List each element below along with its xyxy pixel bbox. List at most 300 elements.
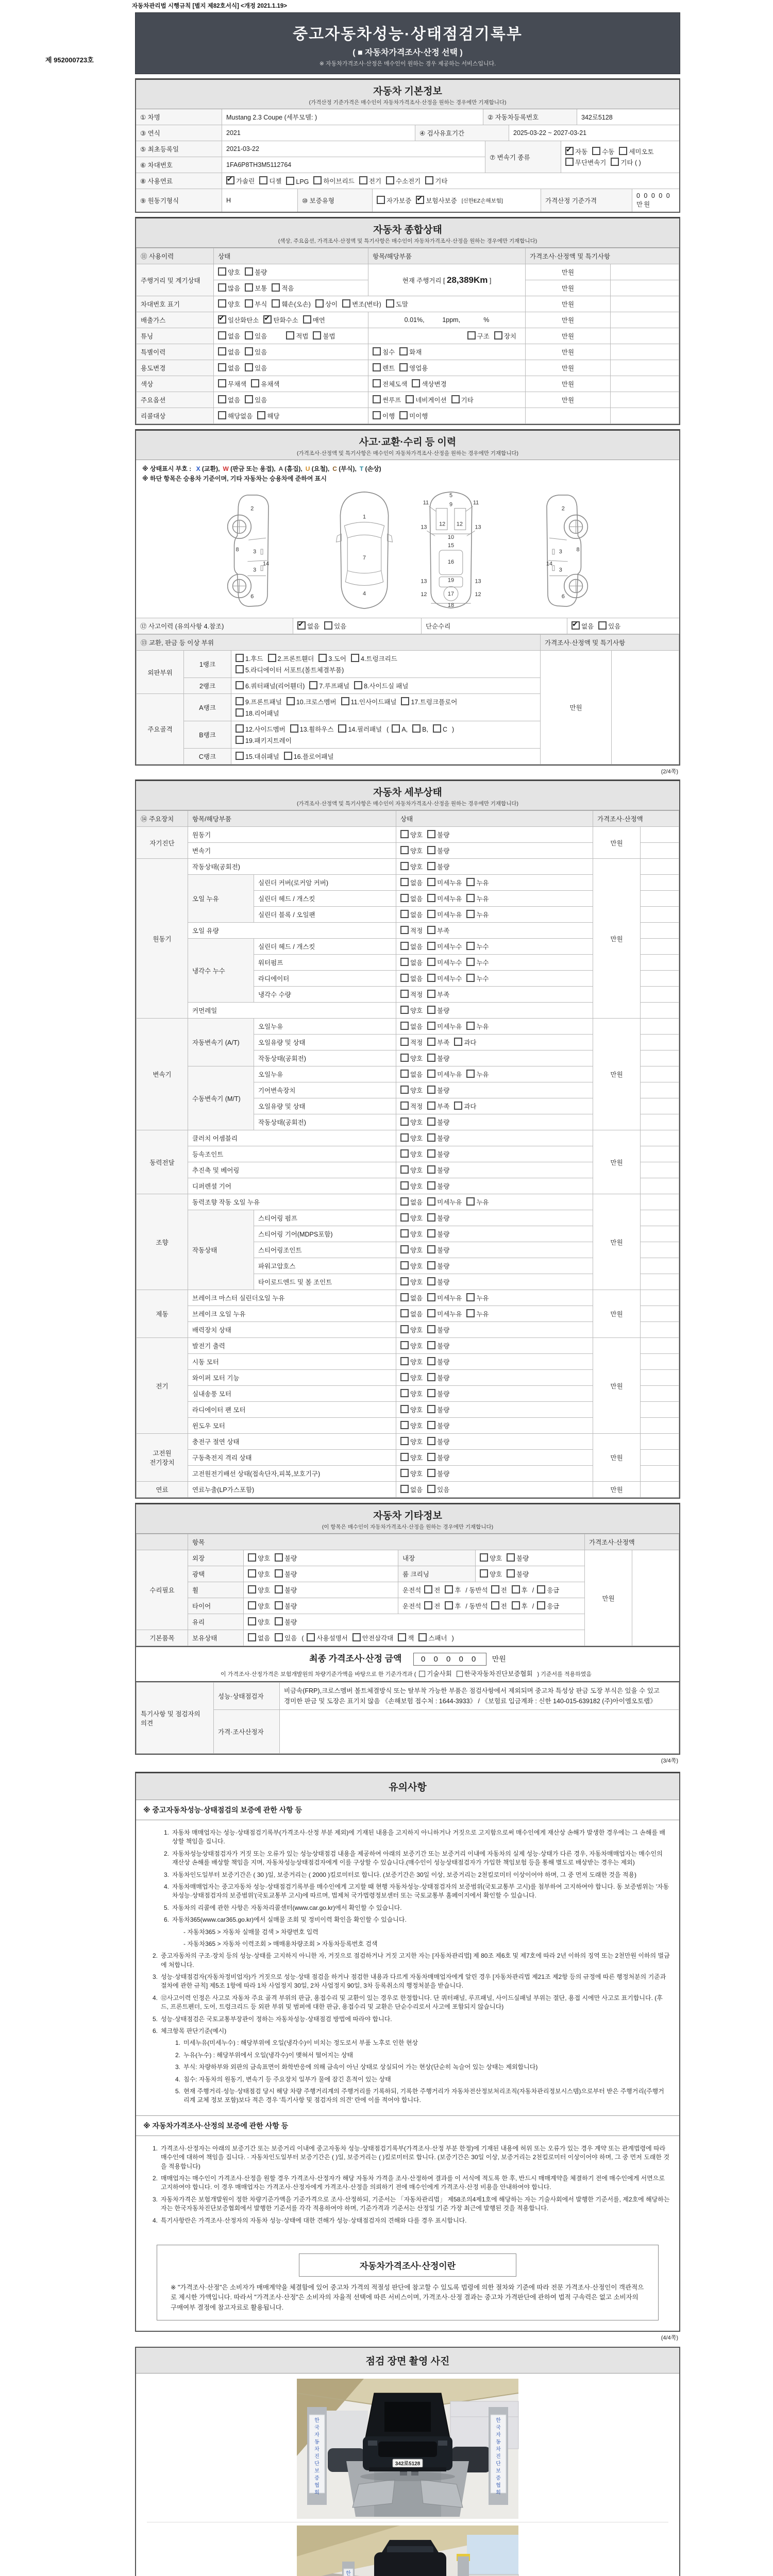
checkbox-없음[interactable] — [400, 942, 409, 950]
checkbox-불량[interactable] — [275, 1585, 283, 1594]
checkbox-불량[interactable] — [427, 1054, 435, 1062]
checkbox-불법[interactable] — [313, 331, 321, 340]
checkbox-없음[interactable] — [400, 958, 409, 966]
item-label: 고전원전기배선 상태(접속단자,피복,보호기구) — [188, 1466, 396, 1482]
checkbox-양호[interactable] — [400, 1421, 409, 1429]
checkbox-label: 불량 — [437, 1279, 450, 1286]
checkbox-3.도어[interactable] — [318, 654, 327, 662]
checkbox-일산화탄소[interactable] — [218, 315, 226, 324]
checkbox-불량[interactable] — [427, 1357, 435, 1365]
checkbox-양호[interactable] — [400, 1229, 409, 1238]
checkbox-미세누유[interactable] — [427, 1309, 435, 1317]
checkbox-불량[interactable] — [427, 1006, 435, 1014]
checkbox-7.루프패널[interactable] — [309, 681, 317, 689]
checkbox-적정[interactable] — [400, 926, 409, 934]
checkbox-불량[interactable] — [427, 1469, 435, 1477]
checkbox-해당없음[interactable] — [218, 411, 226, 419]
checkbox-양호[interactable] — [218, 267, 226, 276]
option — [427, 974, 462, 983]
checkbox-부족[interactable] — [427, 990, 435, 998]
checkbox-과다[interactable] — [454, 1101, 462, 1110]
checkbox-미세누수[interactable] — [427, 942, 435, 950]
checkbox-1.후드[interactable] — [236, 654, 244, 662]
overall-h4: 가격조사·산정액 및 특기사항 — [526, 248, 679, 264]
checkbox-미세누유[interactable] — [427, 894, 435, 902]
checkbox-미세누유[interactable] — [427, 1197, 435, 1206]
checkbox-유채색[interactable] — [251, 379, 259, 387]
memo-cell — [641, 1482, 679, 1498]
checkbox-불량[interactable] — [275, 1569, 283, 1578]
checkbox-적정[interactable] — [400, 990, 409, 998]
checkbox-없음[interactable] — [297, 621, 306, 630]
svg-text:9: 9 — [449, 501, 453, 508]
state-options — [396, 1162, 593, 1178]
checkbox-없음[interactable] — [400, 910, 409, 918]
checkbox-안전삼각대[interactable] — [352, 1633, 361, 1641]
checkbox-이행[interactable] — [373, 411, 381, 419]
checkbox-부족[interactable] — [427, 926, 435, 934]
option — [401, 697, 457, 706]
device-label: 자기진단 — [137, 827, 188, 859]
checkbox-label: 하이브리드 — [323, 178, 355, 185]
checkbox-세미오토[interactable] — [619, 147, 627, 155]
checkbox-양호[interactable] — [400, 1181, 409, 1190]
checkbox-label: 스패너 — [428, 1635, 447, 1642]
checkbox-4.트렁크리드[interactable] — [351, 654, 359, 662]
checkbox-label: 6.쿼터패널(리어휀더) — [245, 683, 305, 690]
checkbox-불량[interactable] — [427, 1086, 435, 1094]
checkbox-미세누유[interactable] — [427, 878, 435, 886]
checkbox-양호[interactable] — [248, 1601, 256, 1609]
svg-text:10: 10 — [447, 534, 455, 541]
checkbox-있음[interactable] — [275, 1633, 283, 1641]
state-options — [396, 1146, 593, 1162]
year-value: 2021 — [222, 125, 415, 141]
checkbox-LPG[interactable] — [286, 177, 294, 185]
usage-state — [214, 360, 368, 376]
checkbox-불량[interactable] — [275, 1617, 283, 1625]
checkbox-응급[interactable] — [537, 1585, 545, 1594]
svg-text:3: 3 — [559, 548, 562, 555]
option — [400, 1197, 423, 1207]
checkbox-부족[interactable] — [427, 1101, 435, 1110]
checkbox-전[interactable] — [424, 1601, 432, 1609]
checkbox-없음[interactable] — [400, 1070, 409, 1078]
checkbox-6.쿼터패널(리어휀더)[interactable] — [236, 681, 244, 689]
memo-cell — [641, 843, 679, 859]
checkbox-양호[interactable] — [400, 830, 409, 838]
checkbox-불량[interactable] — [427, 1245, 435, 1253]
checkbox-기타 ( )[interactable] — [611, 158, 619, 166]
checkbox-도말[interactable] — [386, 299, 394, 308]
checkbox-양호[interactable] — [480, 1569, 488, 1578]
checkbox-양호[interactable] — [248, 1617, 256, 1625]
checkbox-자동[interactable] — [565, 147, 574, 155]
checkbox-불량[interactable] — [427, 1453, 435, 1461]
checkbox-하이브리드[interactable] — [313, 176, 322, 184]
checkbox-불량[interactable] — [427, 1117, 435, 1126]
checkbox-탄화수소[interactable] — [263, 315, 272, 324]
checkbox-없음[interactable] — [400, 894, 409, 902]
checkbox-label: 응급 — [547, 1603, 560, 1610]
memo-cell — [641, 1003, 679, 1019]
checkbox-양호[interactable] — [400, 1054, 409, 1062]
checkbox-있음[interactable] — [245, 395, 253, 403]
svg-text:19: 19 — [447, 577, 455, 584]
checkbox-C[interactable] — [433, 724, 441, 733]
checkbox-해당[interactable] — [257, 411, 265, 419]
device-label: 고전원 전기장치 — [137, 1434, 188, 1482]
checkbox-잭[interactable] — [398, 1633, 406, 1641]
option — [427, 942, 462, 951]
final-price-row — [135, 1647, 680, 1682]
option — [427, 1070, 462, 1079]
checkbox-15.대쉬패널[interactable] — [236, 752, 244, 760]
checkbox-없음[interactable] — [248, 1633, 256, 1641]
checkbox-label: 3.도어 — [328, 655, 346, 663]
checkbox-불량[interactable] — [427, 1133, 435, 1142]
checkbox-16.플로어패널[interactable] — [284, 752, 292, 760]
checkbox-있음[interactable] — [245, 331, 253, 340]
checkbox-후[interactable] — [512, 1601, 520, 1609]
checkbox-양호[interactable] — [400, 1341, 409, 1349]
checkbox-전체도색[interactable] — [373, 379, 381, 387]
checkbox-18.리어패널[interactable] — [236, 708, 244, 717]
option — [427, 1133, 449, 1143]
checkbox-label: 불량 — [437, 1135, 450, 1142]
checkbox-양호[interactable] — [218, 299, 226, 308]
option — [400, 878, 423, 887]
checkbox-label: B, — [422, 726, 428, 733]
option — [491, 1601, 507, 1611]
checkbox-12.사이드멤버[interactable] — [236, 724, 244, 733]
checkbox-미세누수[interactable] — [427, 958, 435, 966]
checkbox-5.라디에이터 서포트(볼트체결부품)[interactable] — [236, 665, 244, 673]
checkbox-수소전기[interactable] — [386, 176, 394, 184]
option — [427, 1038, 449, 1047]
checkbox-양호[interactable] — [400, 1261, 409, 1269]
notice-item: 5. 현재 주행거리·성능·상태점검 당시 해당 차량 주행거리계의 주행거리를 기록하되, 기록한 주행거리가 자동차전산정보처리조직(자동차관리정보시스템)으로부터 받은 주행거리(주행거리계 교체 정보 포함)보다 적은 경우 '특기사항 및 점검자의 의견' 란에 이를 적어야 합니다. — [175, 2087, 664, 2104]
checkbox-label: 있음 — [608, 623, 621, 630]
special-state — [214, 344, 368, 360]
tire-detail — [398, 1598, 585, 1614]
checkbox-스패너[interactable] — [418, 1633, 427, 1641]
checkbox-불량[interactable] — [245, 267, 253, 276]
checkbox-label: 양호 — [410, 1375, 423, 1382]
checkbox-기타[interactable] — [425, 176, 433, 184]
section-opinions — [135, 1682, 680, 1755]
checkbox-양호[interactable] — [248, 1569, 256, 1578]
checkbox-label: 없음 — [410, 895, 423, 903]
checkbox-있음[interactable] — [427, 1485, 435, 1493]
checkbox-있음[interactable] — [245, 363, 253, 371]
notice-item: 3. 자동차가격은 보험개발원이 정한 차량기준가액을 기준가격으로 조사·산정하되, 기준서는 「자동차관리법」 제58조의4제1호에 해당하는 자는 기술사회에서 발행한 기준서를, 제2호에 해당하는 자는 한국자동차진단보증협회에서 발행한 기준서를 각각 적용하여야 하며, 기준가격과 기준서는 산정일 기준 가장 최근에 발행된 것을 적용합니다. — [152, 2195, 670, 2212]
checkbox-전[interactable] — [424, 1585, 432, 1594]
checkbox-디젤[interactable] — [259, 176, 267, 184]
document-number: 제 952000723호 — [45, 56, 94, 64]
checkbox-양호[interactable] — [400, 1357, 409, 1365]
checkbox-양호[interactable] — [248, 1585, 256, 1594]
checkbox-전[interactable] — [491, 1601, 499, 1609]
car-diagram-side-left — [224, 489, 311, 612]
checkbox-양호[interactable] — [400, 1133, 409, 1142]
checkbox-기술사회[interactable] — [419, 1671, 425, 1677]
checkbox-13.휠하우스[interactable] — [290, 724, 298, 733]
checkbox-14.필러패널[interactable] — [338, 724, 346, 733]
memo-cell — [611, 392, 679, 408]
notice-item: - 자동차365 > 자동차 실매물 검색 > 차량번호 입력 — [183, 1928, 318, 1936]
checkbox-침수[interactable] — [373, 347, 381, 355]
checkbox-매연[interactable] — [303, 315, 311, 324]
checkbox-누수[interactable] — [466, 958, 475, 966]
checkbox-19.패키지트레이[interactable] — [236, 736, 244, 744]
checkbox-미세누유[interactable] — [427, 1293, 435, 1301]
checkbox-누유[interactable] — [466, 1070, 475, 1078]
checkbox-불량[interactable] — [427, 1389, 435, 1397]
item-label: 와이퍼 모터 기능 — [188, 1370, 396, 1386]
checkbox-미세누수[interactable] — [427, 974, 435, 982]
checkbox-무단변속기[interactable] — [565, 158, 574, 166]
checkbox-누수[interactable] — [466, 942, 475, 950]
checkbox-불량[interactable] — [507, 1553, 515, 1562]
checkbox-후[interactable] — [445, 1585, 453, 1594]
checkbox-미세누유[interactable] — [427, 1022, 435, 1030]
checkbox-2.프론트휀더[interactable] — [268, 654, 276, 662]
checkbox-label: C — [442, 726, 447, 733]
checkbox-없음[interactable] — [400, 974, 409, 982]
option — [400, 1054, 423, 1063]
checkbox-적음[interactable] — [272, 283, 280, 292]
checkbox-불량[interactable] — [427, 1181, 435, 1190]
checkbox-한국자동차진단보증협회[interactable] — [457, 1671, 463, 1677]
checkbox-렌트[interactable] — [373, 363, 381, 371]
checkbox-훼손(오손)[interactable] — [272, 299, 280, 308]
checkbox-부족[interactable] — [427, 1038, 435, 1046]
checkbox-적정[interactable] — [400, 1101, 409, 1110]
checkbox-양호[interactable] — [400, 1006, 409, 1014]
checkbox-label: 누유 — [476, 911, 489, 919]
checkbox-불량[interactable] — [427, 1341, 435, 1349]
notice-block-2 — [136, 2136, 679, 2235]
checkbox-불량[interactable] — [275, 1553, 283, 1562]
checkbox-없음[interactable] — [218, 347, 226, 355]
checkbox-전기[interactable] — [359, 176, 367, 184]
checkbox-label: 양호 — [410, 1343, 423, 1350]
checkbox-불량[interactable] — [427, 1277, 435, 1285]
checkbox-응급[interactable] — [537, 1601, 545, 1609]
item-label: 실린더 헤드 / 개스킷 — [254, 939, 396, 955]
checkbox-양호[interactable] — [400, 1149, 409, 1158]
checkbox-양호[interactable] — [400, 1117, 409, 1126]
checkbox-양호[interactable] — [400, 846, 409, 854]
checkbox-상이[interactable] — [315, 299, 324, 308]
checkbox-B,[interactable] — [412, 724, 421, 733]
checkbox-없음[interactable] — [400, 1485, 409, 1493]
checkbox-구조[interactable] — [467, 331, 476, 340]
option — [236, 724, 285, 734]
checkbox-변조(변타)[interactable] — [342, 299, 350, 308]
svg-text:16: 16 — [447, 558, 455, 565]
checkbox-없음[interactable] — [400, 1293, 409, 1301]
item-label: 동력조향 작동 오일 누유 — [188, 1194, 396, 1210]
checkbox-후[interactable] — [445, 1601, 453, 1609]
checkbox-누수[interactable] — [466, 974, 475, 982]
checkbox-불량[interactable] — [427, 1261, 435, 1269]
checkbox-후[interactable] — [512, 1585, 520, 1594]
checkbox-수동[interactable] — [592, 147, 600, 155]
notice-item: 6. 체크항목 판단기준(예시) — [152, 2027, 227, 2035]
checkbox-누유[interactable] — [466, 1197, 475, 1206]
checkbox-양호[interactable] — [480, 1553, 488, 1562]
checkbox-양호[interactable] — [400, 1469, 409, 1477]
checkbox-10.크로스멤버[interactable] — [287, 697, 295, 705]
checkbox-불량[interactable] — [427, 1373, 435, 1381]
checkbox-label: 침수 — [382, 349, 395, 356]
checkbox-label: 불량 — [437, 1087, 450, 1094]
accident-title: 사고·교환·수리 등 이력 — [359, 437, 457, 448]
checkbox-누유[interactable] — [466, 1022, 475, 1030]
checkbox-미이행[interactable] — [399, 411, 408, 419]
checkbox-양호[interactable] — [400, 1437, 409, 1445]
other-table — [136, 1534, 679, 1646]
option — [427, 1277, 449, 1286]
checkbox-누유[interactable] — [466, 910, 475, 918]
checkbox-많음[interactable] — [218, 283, 226, 292]
checkbox-없음[interactable] — [400, 1022, 409, 1030]
opinions-table — [136, 1682, 679, 1754]
checkbox-label: 없음 — [228, 333, 241, 340]
checkbox-기타[interactable] — [451, 395, 460, 403]
checkbox-없음[interactable] — [400, 878, 409, 886]
checkbox-불량[interactable] — [427, 1229, 435, 1238]
checkbox-불량[interactable] — [427, 846, 435, 854]
checkbox-불량[interactable] — [427, 1165, 435, 1174]
memo-cell — [641, 1130, 679, 1146]
checkbox-없음[interactable] — [400, 1197, 409, 1206]
checkbox-8.사이드실 패널[interactable] — [354, 681, 362, 689]
option — [400, 1006, 423, 1015]
checkbox-양호[interactable] — [248, 1553, 256, 1562]
checkbox-양호[interactable] — [400, 1453, 409, 1461]
checkbox-누유[interactable] — [466, 894, 475, 902]
checkbox-불량[interactable] — [427, 1437, 435, 1445]
memo-cell — [641, 1258, 679, 1274]
checkbox-장치[interactable] — [494, 331, 502, 340]
checkbox-보험사보증[interactable] — [416, 196, 424, 204]
checkbox-양호[interactable] — [400, 1165, 409, 1174]
checkbox-있음[interactable] — [245, 347, 253, 355]
checkbox-label: 불량 — [284, 1571, 297, 1578]
checkbox-부식[interactable] — [245, 299, 253, 308]
checkbox-영업용[interactable] — [399, 363, 408, 371]
option — [400, 990, 423, 999]
checkbox-네비게이션[interactable] — [406, 395, 414, 403]
checkbox-미세누유[interactable] — [427, 910, 435, 918]
checkbox-누유[interactable] — [466, 1309, 475, 1317]
checkbox-양호[interactable] — [400, 1373, 409, 1381]
checkbox-불량[interactable] — [275, 1601, 283, 1609]
option — [259, 176, 281, 185]
checkbox-과다[interactable] — [454, 1038, 462, 1046]
checkbox-17.트렁크플로어[interactable] — [401, 697, 409, 705]
checkbox-label: 있음 — [255, 365, 267, 372]
legend-codes — [193, 465, 381, 472]
checkbox-불량[interactable] — [427, 830, 435, 838]
checkbox-불량[interactable] — [427, 1213, 435, 1222]
checkbox-label: 기타 — [435, 178, 448, 185]
checkbox-불량[interactable] — [427, 1421, 435, 1429]
row-option — [137, 392, 679, 408]
checkbox-없음[interactable] — [572, 621, 580, 630]
checkbox-없음[interactable] — [218, 331, 226, 340]
checkbox-썬루프[interactable] — [373, 395, 381, 403]
checkbox-양호[interactable] — [400, 1245, 409, 1253]
price-cell: 만원 — [593, 827, 641, 859]
state-options — [396, 1322, 593, 1338]
checkbox-없음[interactable] — [218, 395, 226, 403]
option-label: 주요옵션 — [137, 392, 214, 408]
checkbox-양호[interactable] — [400, 1389, 409, 1397]
checkbox-11.인사이드패널[interactable] — [341, 697, 349, 705]
checkbox-9.프론트패널[interactable] — [236, 697, 244, 705]
checkbox-없음[interactable] — [400, 1309, 409, 1317]
checkbox-label: 응급 — [547, 1587, 560, 1594]
checkbox-적정[interactable] — [400, 1038, 409, 1046]
option — [272, 299, 311, 309]
checkbox-있음[interactable] — [324, 621, 332, 630]
simple-repair-label: 단순수리 — [422, 618, 567, 634]
checkbox-적법[interactable] — [286, 331, 294, 340]
svg-text:11: 11 — [473, 499, 479, 506]
checkbox-양호[interactable] — [400, 862, 409, 870]
checkbox-양호[interactable] — [400, 1325, 409, 1333]
checkbox-색상변경[interactable] — [412, 379, 420, 387]
checkbox-불량[interactable] — [427, 1405, 435, 1413]
checkbox-불량[interactable] — [427, 862, 435, 870]
checkbox-보통[interactable] — [245, 283, 253, 292]
checkbox-미세누유[interactable] — [427, 1070, 435, 1078]
memo-cell — [641, 1082, 679, 1098]
checkbox-있음[interactable] — [598, 621, 607, 630]
checkbox-양호[interactable] — [400, 1405, 409, 1413]
checkbox-없음[interactable] — [218, 363, 226, 371]
checkbox-누유[interactable] — [466, 1293, 475, 1301]
checkbox-누유[interactable] — [466, 878, 475, 886]
checkbox-label: 없음 — [410, 959, 423, 967]
checkbox-불량[interactable] — [427, 1149, 435, 1158]
checkbox-A,[interactable] — [392, 724, 400, 733]
checkbox-전[interactable] — [491, 1585, 499, 1594]
checkbox-양호[interactable] — [400, 1277, 409, 1285]
checkbox-사용설명서[interactable] — [307, 1633, 315, 1641]
checkbox-양호[interactable] — [400, 1213, 409, 1222]
checkbox-화재[interactable] — [399, 347, 408, 355]
option-text: ( — [301, 1635, 304, 1642]
checkbox-무채색[interactable] — [218, 379, 226, 387]
checkbox-label: 미세누유 — [437, 1295, 462, 1302]
row-year — [136, 125, 679, 141]
checkbox-양호[interactable] — [400, 1086, 409, 1094]
checkbox-가솔린[interactable] — [226, 176, 234, 184]
checkbox-자가보증[interactable] — [377, 196, 385, 204]
checkbox-불량[interactable] — [507, 1569, 515, 1578]
checkbox-label: 불량 — [516, 1555, 529, 1562]
memo-cell — [611, 376, 679, 392]
checkbox-불량[interactable] — [427, 1325, 435, 1333]
checkbox-label: 15.대쉬패널 — [245, 753, 279, 760]
item-label: 시동 모터 — [188, 1354, 396, 1370]
subgroup-label: 작동상태 — [188, 1210, 254, 1290]
